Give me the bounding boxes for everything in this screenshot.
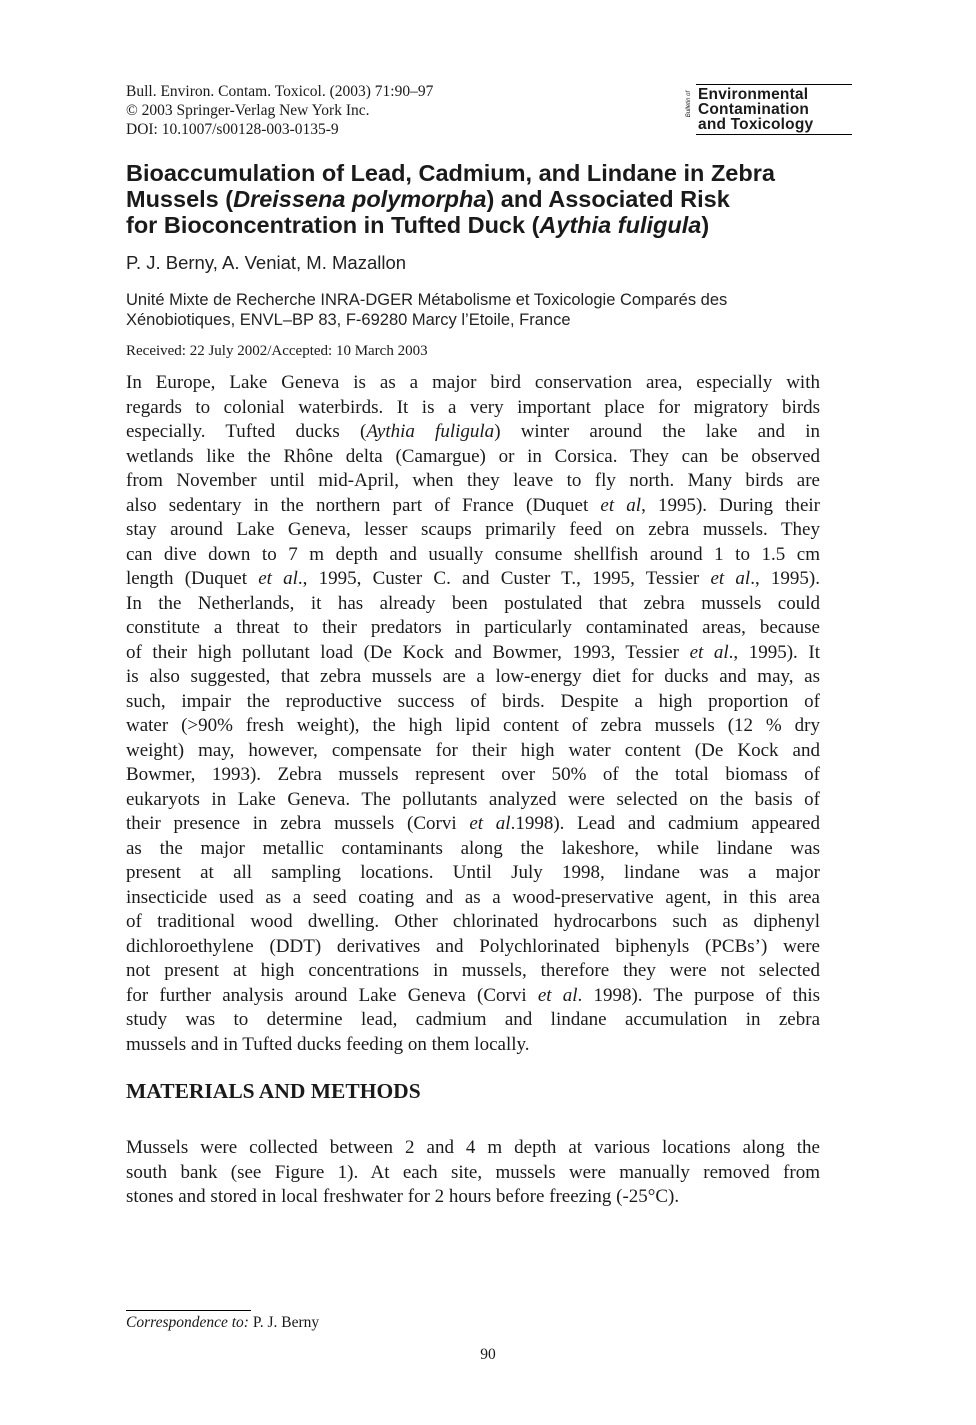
text-run: In Europe, Lake Geneva is as a major bird conservation area, especially with [126, 372, 820, 393]
paragraph-line [126, 445, 820, 470]
affiliation-line: Unité Mixte de Recherche INRA-DGER Métabolisme et Toxicologie Comparés des [126, 291, 728, 309]
paragraph-line [126, 714, 820, 739]
text-run: of traditional wood dwelling. Other chlorinated hydrocarbons such as diphenyl [126, 911, 820, 932]
title-line [126, 212, 846, 238]
text-run: , 1995). During their [641, 494, 820, 516]
text-run: .1998). Lead and cadmium appeared [510, 813, 820, 834]
text-run: ) winter around the lake and in [494, 421, 820, 442]
paragraph-line [126, 763, 820, 788]
title-text: ) and Associated Risk [486, 186, 730, 212]
paragraph-line [126, 984, 820, 1009]
paragraph-line [126, 641, 820, 666]
page-number: 90 [480, 1346, 496, 1363]
paragraph-line [126, 592, 820, 617]
italic-text: et al [258, 568, 298, 589]
logo-line: and Toxicology [698, 116, 814, 133]
received-dates: Received: 22 July 2002/Accepted: 10 March 2003 [126, 343, 428, 359]
text-run: study was to determine lead, cadmium and lindane accumulation in zebra [126, 1009, 820, 1030]
italic-text: et al [689, 641, 729, 663]
paragraph-line [126, 690, 820, 715]
paragraph-line [126, 1136, 820, 1161]
paragraph-line [126, 788, 820, 813]
title-text: Bioaccumulation of Lead, Cadmium, and Lindane in Zebra [126, 160, 775, 186]
citation-line: DOI: 10.1007/s00128-003-0135-9 [126, 121, 339, 138]
text-run: is also suggested, that zebra mussels are a low-energy diet for ducks and may, as [126, 666, 820, 687]
text-run: stay around Lake Geneva, lesser scaups primarily feed on zebra mussels. They [126, 519, 820, 540]
text-run: length (Duquet [126, 568, 259, 589]
footnote-rule [126, 1310, 251, 1311]
italic-text: Aythia fuligula [366, 421, 495, 442]
text-run: mussels and in Tufted ducks feeding on them locally. [126, 1033, 530, 1055]
section-heading-methods: MATERIALS AND METHODS [126, 1079, 421, 1103]
paragraph-line [126, 543, 820, 568]
logo-rule-bottom [696, 134, 852, 135]
paragraph-line [126, 861, 820, 886]
paragraph-line [126, 959, 820, 984]
paragraph-line [126, 371, 820, 396]
text-run: eukaryots in Lake Geneva. The pollutants analyzed were selected on the basis of [126, 788, 820, 810]
paragraph-line [126, 494, 820, 519]
paragraph-line [126, 1161, 820, 1186]
paragraph-line [126, 837, 820, 862]
paragraph-line [126, 469, 820, 494]
paragraph-line [126, 567, 820, 592]
title-text: Mussels ( [126, 186, 234, 212]
correspondence-footnote [126, 1313, 319, 1332]
title-line [126, 160, 846, 186]
text-run: not present at high concentrations in mussels, therefore they were not selected [126, 960, 820, 981]
text-run: Bowmer, 1993). Zebra mussels represent over 50% of the total biomass of [126, 764, 820, 785]
text-run: . 1998). The purpose of this [577, 984, 820, 1006]
title-line [126, 186, 846, 212]
paragraph-line [126, 665, 820, 690]
text-run: water (>90% fresh weight), the high lipid content of zebra mussels (12 % dry [126, 715, 820, 736]
paragraph-line [126, 1033, 820, 1058]
italic-text: et al [537, 984, 578, 1006]
logo-line: Contamination [698, 101, 810, 118]
text-run: In the Netherlands, it has already been postulated that zebra mussels could [126, 592, 820, 614]
text-run: of their high pollutant load (De Kock and Bowmer, 1993, Tessier [126, 641, 690, 663]
citation-line: © 2003 Springer-Verlag New York Inc. [126, 102, 370, 119]
text-run: ., 1995, Custer C. and Custer T., 1995, Tessier [297, 568, 711, 589]
text-run: from November until mid-April, when they leave to fly north. Many birds are [126, 470, 820, 491]
logo-line: Environmental [698, 86, 809, 103]
text-run: regards to colonial waterbirds. It is a very important place for migratory birds [126, 396, 820, 418]
text-run: can dive down to 7 m depth and usually consume shellfish around 1 to 1.5 cm [126, 543, 820, 565]
paragraph-line [126, 1008, 820, 1033]
intro-paragraph [126, 371, 820, 1057]
paragraph-line [126, 1185, 820, 1210]
affiliation [126, 290, 846, 330]
paragraph-line [126, 420, 820, 445]
text-run: wetlands like the Rhône delta (Camargue) or in Corsica. They can be observed [126, 445, 820, 467]
text-run: present at all sampling locations. Until July 1998, lindane was a major [126, 862, 820, 883]
correspondence-label: Correspondence to: [126, 1314, 249, 1331]
paragraph-line [126, 886, 820, 911]
italic-text: et al [600, 494, 642, 516]
methods-paragraph [126, 1136, 820, 1210]
paragraph-line [126, 739, 820, 764]
text-run: constitute a threat to their predators in particularly contaminated areas, because [126, 617, 820, 638]
article-title [126, 160, 846, 238]
text-run: for further analysis around Lake Geneva (Corvi [126, 984, 538, 1006]
affiliation-line: Xénobiotiques, ENVL–BP 83, F-69280 Marcy l’Etoile, France [126, 311, 571, 329]
text-run: south bank (see Figure 1). At each site, mussels were manually removed from [126, 1161, 820, 1183]
title-text: for Bioconcentration in Tufted Duck ( [126, 212, 540, 238]
text-run: especially. Tufted ducks ( [126, 421, 367, 442]
text-run: stones and stored in local freshwater for 2 hours before freezing (-25°C). [126, 1186, 680, 1207]
author-list: P. J. Berny, A. Veniat, M. Mazallon [126, 252, 407, 273]
species-name: Dreissena polymorpha [233, 186, 487, 212]
text-run: ., 1995). [750, 568, 820, 589]
text-run: weight) may, however, compensate for their high water content (De Kock and [126, 739, 820, 761]
text-run: also sedentary in the northern part of France (Duquet [126, 494, 601, 516]
text-run: as the major metallic contaminants along the lakeshore, while lindane was [126, 837, 820, 859]
text-run: their presence in zebra mussels (Corvi [126, 813, 470, 834]
paragraph-line [126, 396, 820, 421]
text-run: such, impair the reproductive success of birds. Despite a high proportion of [126, 690, 820, 712]
italic-text: et al [469, 813, 511, 834]
citation-block [126, 82, 433, 139]
text-run: Mussels were collected between 2 and 4 m depth at various locations along the [126, 1137, 820, 1158]
logo-rule-top [696, 84, 852, 85]
correspondence-name: P. J. Berny [248, 1314, 320, 1331]
paragraph-line [126, 616, 820, 641]
paragraph-line [126, 812, 820, 837]
text-run: ., 1995). It [728, 641, 820, 663]
paragraph-line [126, 518, 820, 543]
title-text: ) [701, 212, 710, 238]
text-run: dichloroethylene (DDT) derivatives and Polychlorinated biphenyls (PCBs’) were [126, 935, 820, 957]
logo-side-label: Bulletin of [686, 90, 692, 118]
paragraph-line [126, 935, 820, 960]
citation-line: Bull. Environ. Contam. Toxicol. (2003) 71:90–97 [126, 83, 434, 100]
text-run: insecticide used as a seed coating and as a wood-preservative agent, in this area [126, 886, 820, 908]
species-name: Aythia fuligula [539, 212, 702, 238]
italic-text: et al [710, 568, 751, 589]
journal-logo [686, 84, 852, 136]
paragraph-line [126, 910, 820, 935]
